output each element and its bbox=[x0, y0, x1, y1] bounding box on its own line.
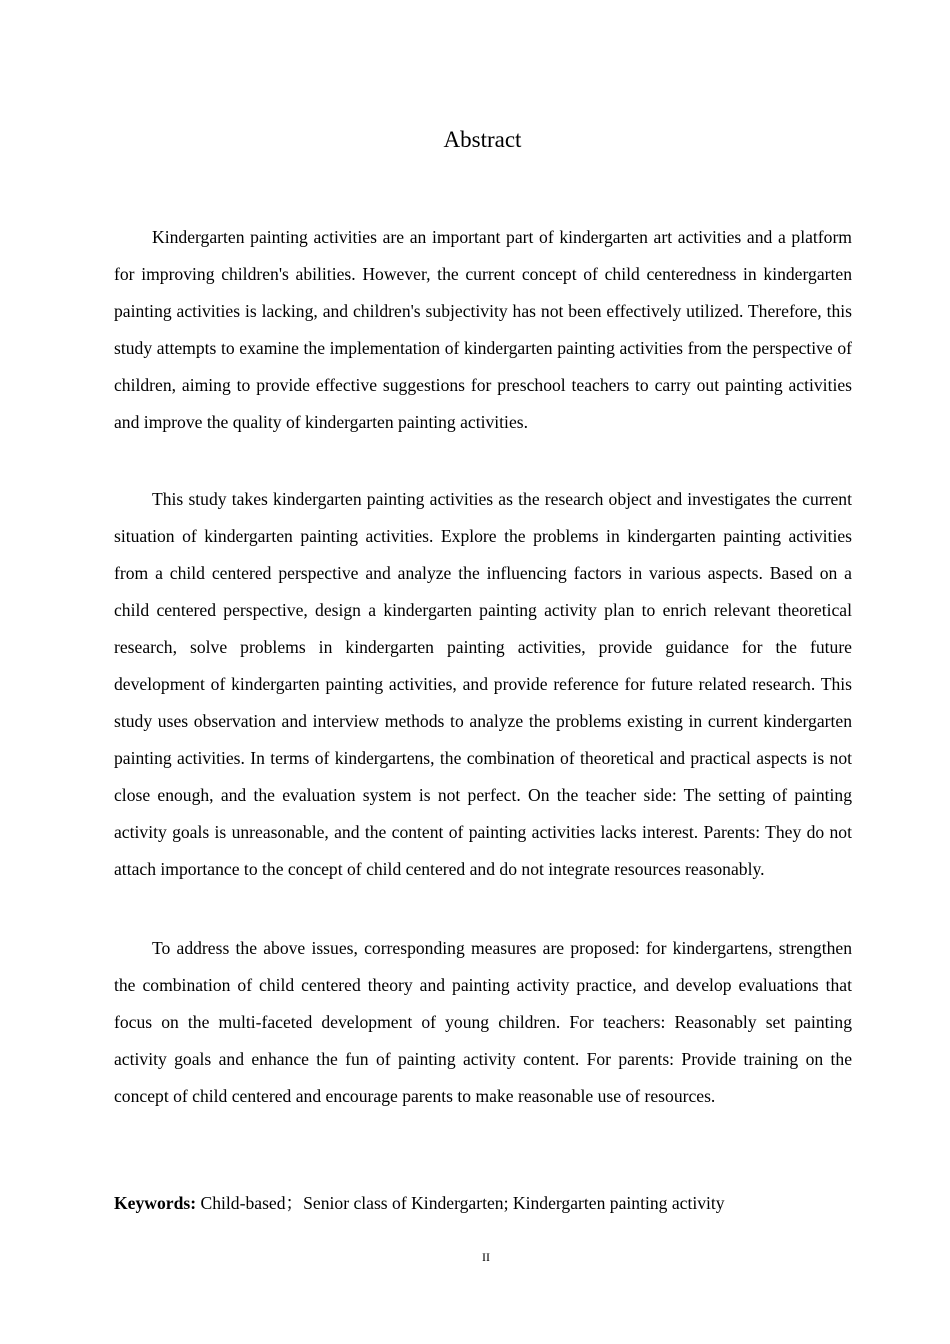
keywords-line bbox=[114, 1188, 852, 1218]
keywords-text: Child-based；Senior class of Kindergarten; Kindergarten painting activity bbox=[200, 1193, 725, 1213]
abstract-paragraph-1: Kindergarten painting activities are an important part of kindergarten art activities and a platform for improving children's abilities. However, the current concept of child centeredness in kindergarten painting activities is lacking, and children's subjectivity has not been effectively utilized. Therefore, this study attempts to examine the implementation of kindergarten painting activities from the perspective of children, aiming to provide effective suggestions for preschool teachers to carry out painting activities and improve the quality of kindergarten painting activities. bbox=[114, 227, 852, 432]
page-title: Abstract bbox=[443, 127, 522, 152]
page-number: II bbox=[482, 1250, 490, 1264]
keywords-label: Keywords: bbox=[114, 1193, 197, 1213]
abstract-paragraph-2: This study takes kindergarten painting activities as the research object and investigates the current situation of kindergarten painting activities. Explore the problems in kindergarten painting activities from a child centered perspective and analyze the influencing factors in various aspects. Based on a child centered perspective, design a kindergarten painting activity plan to enrich relevant theoretical research, solve problems in kindergarten painting activities, provide guidance for the future development of kindergarten painting activities, and provide reference for future related research. This study uses observation and interview methods to analyze the problems existing in current kindergarten painting activities. In terms of kindergartens, the combination of theoretical and practical aspects is not close enough, and the evaluation system is not perfect. On the teacher side: The setting of painting activity goals is unreasonable, and the content of painting activities lacks interest. Parents: They do not attach importance to the concept of child centered and do not integrate resources reasonably. bbox=[114, 489, 852, 879]
abstract-paragraph-3: To address the above issues, corresponding measures are proposed: for kindergartens, strengthen the combination of child centered theory and painting activity practice, and develop evaluations that focus on the multi-faceted development of young children. For teachers: Reasonably set painting activity goals and enhance the fun of painting activity content. For parents: Provide training on the concept of child centered and encourage parents to make reasonable use of resources. bbox=[114, 938, 852, 1106]
